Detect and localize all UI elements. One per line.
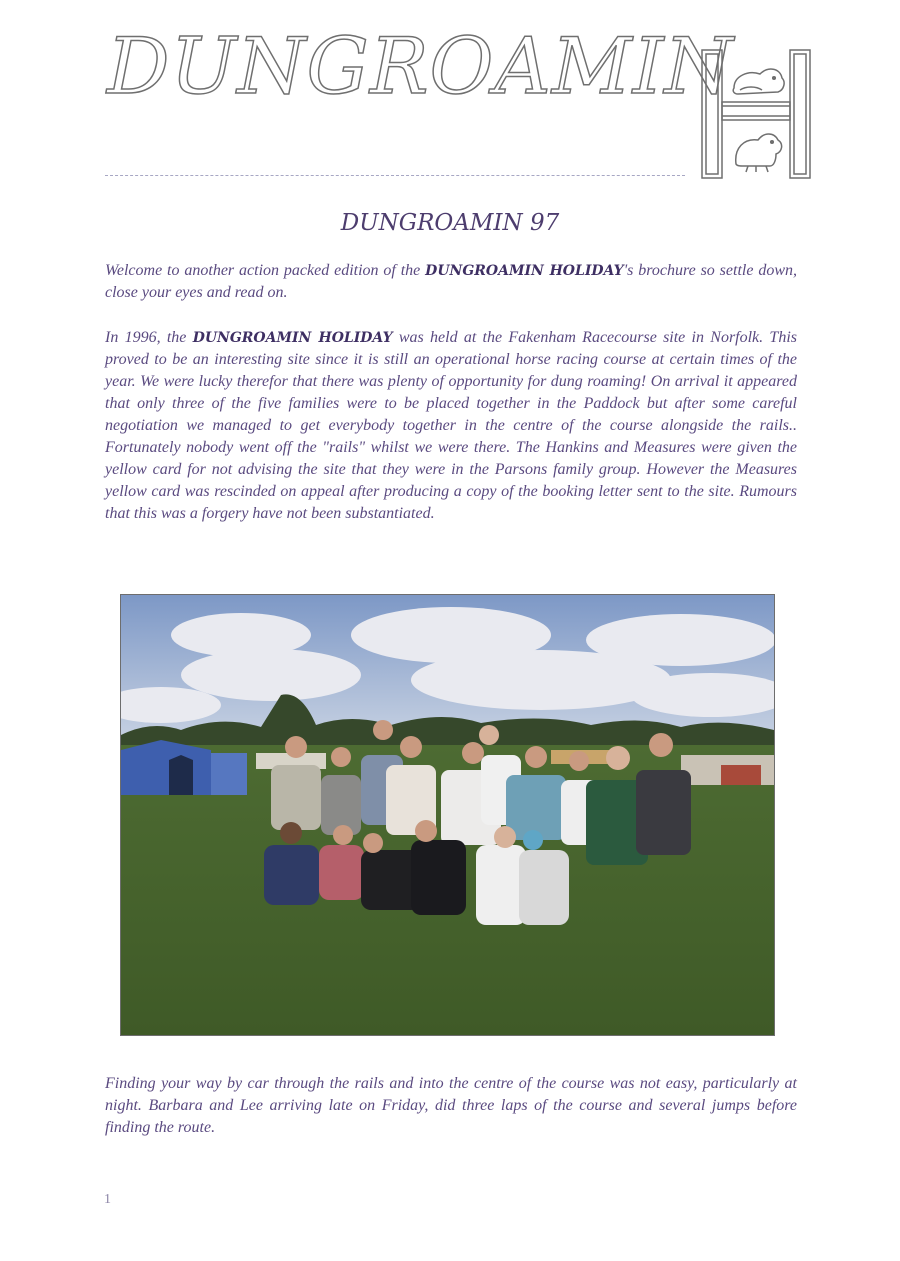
story-paragraph [105, 327, 797, 525]
framed-h-with-animals-icon [700, 48, 812, 180]
group-photo [120, 594, 775, 1036]
story-text-after: was held at the Fakenham Racecourse site in Norfolk. This proved to be an interesting site since it is still an operational horse racing course at certain times of the year. We were lucky therefor that there was plenty of opportunity for dung roaming! On arrival it appeared that only three of the five families were to be placed together in the Paddock but after some careful negotiation we managed to get everybody together in the centre of the course alongside the rails.. Fortunately nobody went off the "rails" whilst we were there. The Hankins and Measures were given the yellow card for not advising the site that they were in the Parsons family group. However the Measures yellow card was rescinded on appeal after producing a copy of the booking letter sent to the site. Rumours that this was a forgery have not been substantiated. [105, 329, 797, 522]
brand-name: DUNGROAMIN HOLIDAY [425, 263, 624, 279]
brand-name: DUNGROAMIN HOLIDAY [192, 330, 393, 346]
intro-text-after: 's brochure so settle down, close your eyes and read on. [105, 262, 797, 301]
closing-paragraph: Finding your way by car through the rails and into the centre of the course was not easy, particularly at night. Barbara and Lee arriving late on Friday, did three laps of the course and several jumps before finding the route. [105, 1075, 797, 1136]
story-text-before: In 1996, the [105, 329, 193, 346]
logo [700, 48, 812, 180]
masthead-title: DUNGROAMIN [107, 22, 734, 112]
intro-paragraph [105, 260, 797, 304]
intro-text-before: Welcome to another action packed edition of the [105, 262, 426, 279]
issue-title: DUNGROAMIN 97 [340, 210, 560, 236]
header-divider [105, 175, 685, 176]
group-photo-illustration [121, 595, 774, 1035]
page-number: 1 [104, 1192, 111, 1207]
